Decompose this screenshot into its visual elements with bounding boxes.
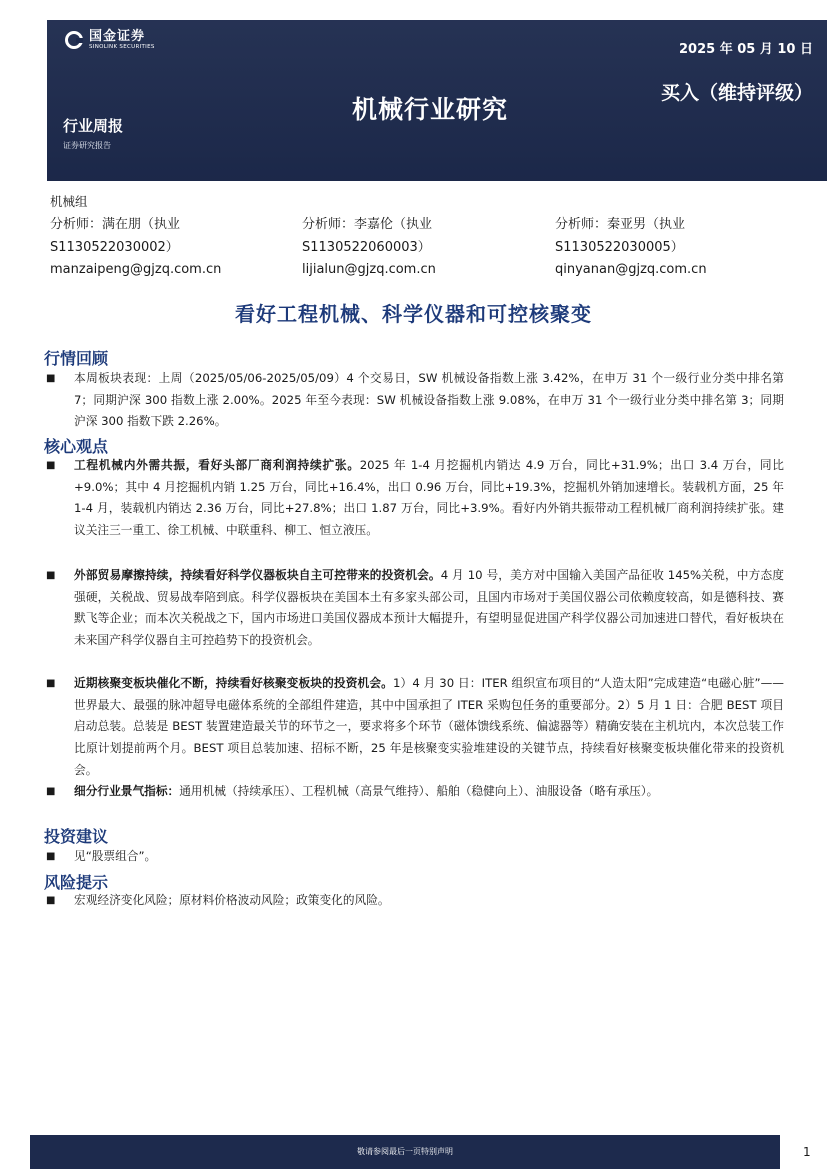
bullet-marker: ■ bbox=[46, 895, 56, 906]
bullet-item bbox=[46, 565, 784, 652]
industry-title: 机械行业研究 bbox=[352, 95, 509, 124]
footer-disclaimer[interactable]: 敬请参阅最后一页特别声明 bbox=[357, 1147, 453, 1156]
logo-english: SINOLINK SECURITIES bbox=[89, 44, 155, 50]
bullet-lead: 工程机械内外需共振，看好头部厂商利润持续扩张。 bbox=[74, 458, 360, 472]
rating-badge: 买入（维持评级） bbox=[660, 82, 813, 104]
section-heading-market: 行情回顾 bbox=[44, 349, 109, 368]
bullet-item bbox=[46, 890, 784, 912]
logo-icon bbox=[65, 31, 83, 49]
analyst-license: S1130522030002） bbox=[50, 239, 179, 255]
bullet-item bbox=[46, 781, 784, 803]
bullet-lead: 细分行业景气指标： bbox=[74, 784, 180, 798]
bullet-text: 细分行业景气指标：通用机械（持续承压）、工程机械（高景气维持）、船舶（稳健向上）、油服设备（略有承压）。 bbox=[74, 784, 659, 798]
analyst-name: 分析师：满在朋（执业 bbox=[50, 217, 181, 232]
bullet-marker: ■ bbox=[46, 373, 56, 384]
logo-name: 国金证券 bbox=[89, 29, 146, 44]
bullet-lead: 外部贸易摩擦持续，持续看好科学仪器板块自主可控带来的投资机会。 bbox=[74, 568, 441, 582]
section-heading-advice: 投资建议 bbox=[44, 827, 109, 846]
bullet-marker: ■ bbox=[46, 786, 56, 797]
bullet-marker: ■ bbox=[46, 851, 56, 862]
team-label: 机械组 bbox=[50, 194, 88, 209]
bullet-text: 近期核聚变板块催化不断，持续看好核聚变板块的投资机会。1）4 月 30 日：ITER 组织宣布项目的“人造太阳”完成建造“电磁心脏”——世界最大、最强的脉冲超导电磁体系统的全部组件建造，其中中国承担了 ITER 采购包任务的重要部分。2）5 月 1 日：合肥 BEST 项目启动总装。总装是 BEST 装置建造最关节的环节之一，要求将多个环节（磁体馈线系统、偏滤器等）精确安装在主机坑内，本次总装工作比原计划提前两个月。BEST 项目总装加速、招标不断，25 年是核聚变实验堆建设的关键节点，持续看好核聚变板块催化带来的投资机会。 bbox=[74, 676, 784, 777]
analyst-license: S1130522030005） bbox=[555, 239, 684, 255]
bullet-marker: ■ bbox=[46, 570, 56, 581]
report-subtitle: 证券研究报告 bbox=[63, 141, 111, 150]
bullet-item bbox=[46, 368, 784, 433]
analyst-email[interactable]: manzaipeng@gjzq.com.cn bbox=[50, 262, 222, 277]
bullet-text: 本周板块表现：上周（2025/05/06-2025/05/09）4 个交易日，SW 机械设备指数上涨 3.42%，在申万 31 个一级行业分类中排名第 7；同期沪深 300 指数上涨 2.00%。2025 年至今表现：SW 机械设备指数上涨 9.08%，在申万 31 个一级行业分类中排名第 3；同期沪深 300 指数下跌 2.26%。 bbox=[74, 371, 784, 429]
page-number: 1 bbox=[803, 1145, 811, 1159]
report-header bbox=[47, 20, 827, 181]
bullet-text: 宏观经济变化风险；原材料价格波动风险；政策变化的风险。 bbox=[74, 893, 390, 907]
bullet-text: 工程机械内外需共振，看好头部厂商利润持续扩张。2025 年 1-4 月挖掘机内销达 4.9 万台，同比+31.9%；出口 3.4 万台，同比+9.0%；其中 4 月挖掘机内销 1.25 万台，同比+16.4%，出口 0.96 万台，同比+19.3%，挖掘机外销加速增长。装载机方面，25 年 1-4 月，装载机内销达 2.36 万台，同比+27.8%；出口 1.87 万台，同比+3.9%。看好内外销共振带动工程机械厂商利润持续扩张。建议关注三一重工、徐工机械、中联重科、柳工、恒立液压。 bbox=[74, 458, 784, 538]
analyst-email[interactable]: qinyanan@gjzq.com.cn bbox=[555, 262, 707, 277]
section-heading-views: 核心观点 bbox=[44, 437, 109, 456]
bullet-marker: ■ bbox=[46, 460, 56, 471]
footer-bar bbox=[30, 1135, 780, 1169]
analyst-card bbox=[555, 214, 707, 282]
analyst-email[interactable]: lijialun@gjzq.com.cn bbox=[302, 262, 436, 277]
bullet-item bbox=[46, 673, 784, 782]
analyst-name: 分析师：李嘉伦（执业 bbox=[302, 217, 433, 232]
bullet-marker: ■ bbox=[46, 678, 56, 689]
report-title: 看好工程机械、科学仪器和可控核聚变 bbox=[235, 302, 592, 326]
analyst-card bbox=[50, 214, 221, 282]
report-type: 行业周报 bbox=[63, 117, 124, 135]
bullet-item bbox=[46, 455, 784, 542]
analyst-name: 分析师：秦亚男（执业 bbox=[555, 217, 686, 232]
bullet-lead: 近期核聚变板块催化不断，持续看好核聚变板块的投资机会。 bbox=[74, 676, 393, 690]
bullet-text: 见“股票组合”。 bbox=[74, 849, 157, 863]
section-heading-risk: 风险提示 bbox=[44, 873, 109, 892]
analyst-card bbox=[302, 214, 436, 282]
bullet-text: 外部贸易摩擦持续，持续看好科学仪器板块自主可控带来的投资机会。4 月 10 号，美方对中国输入美国产品征收 145%关税，中方态度强硬，关税战、贸易战奉陪到底。科学仪器板块在美国本土有多家头部公司，且国内市场对于美国仪器公司依赖度较高，如是德科技、赛默飞等企业；而本次关税战之下，国内市场进口美国仪器成本预计大幅提升，有望明显促进国产科学仪器公司加速进口替代，看好板块在未来国产科学仪器自主可控趋势下的投资机会。 bbox=[74, 568, 784, 648]
bullet-item bbox=[46, 846, 784, 868]
analyst-license: S1130522060003） bbox=[302, 239, 431, 255]
company-logo bbox=[65, 30, 155, 51]
report-date: 2025 年 05 月 10 日 bbox=[679, 42, 813, 57]
